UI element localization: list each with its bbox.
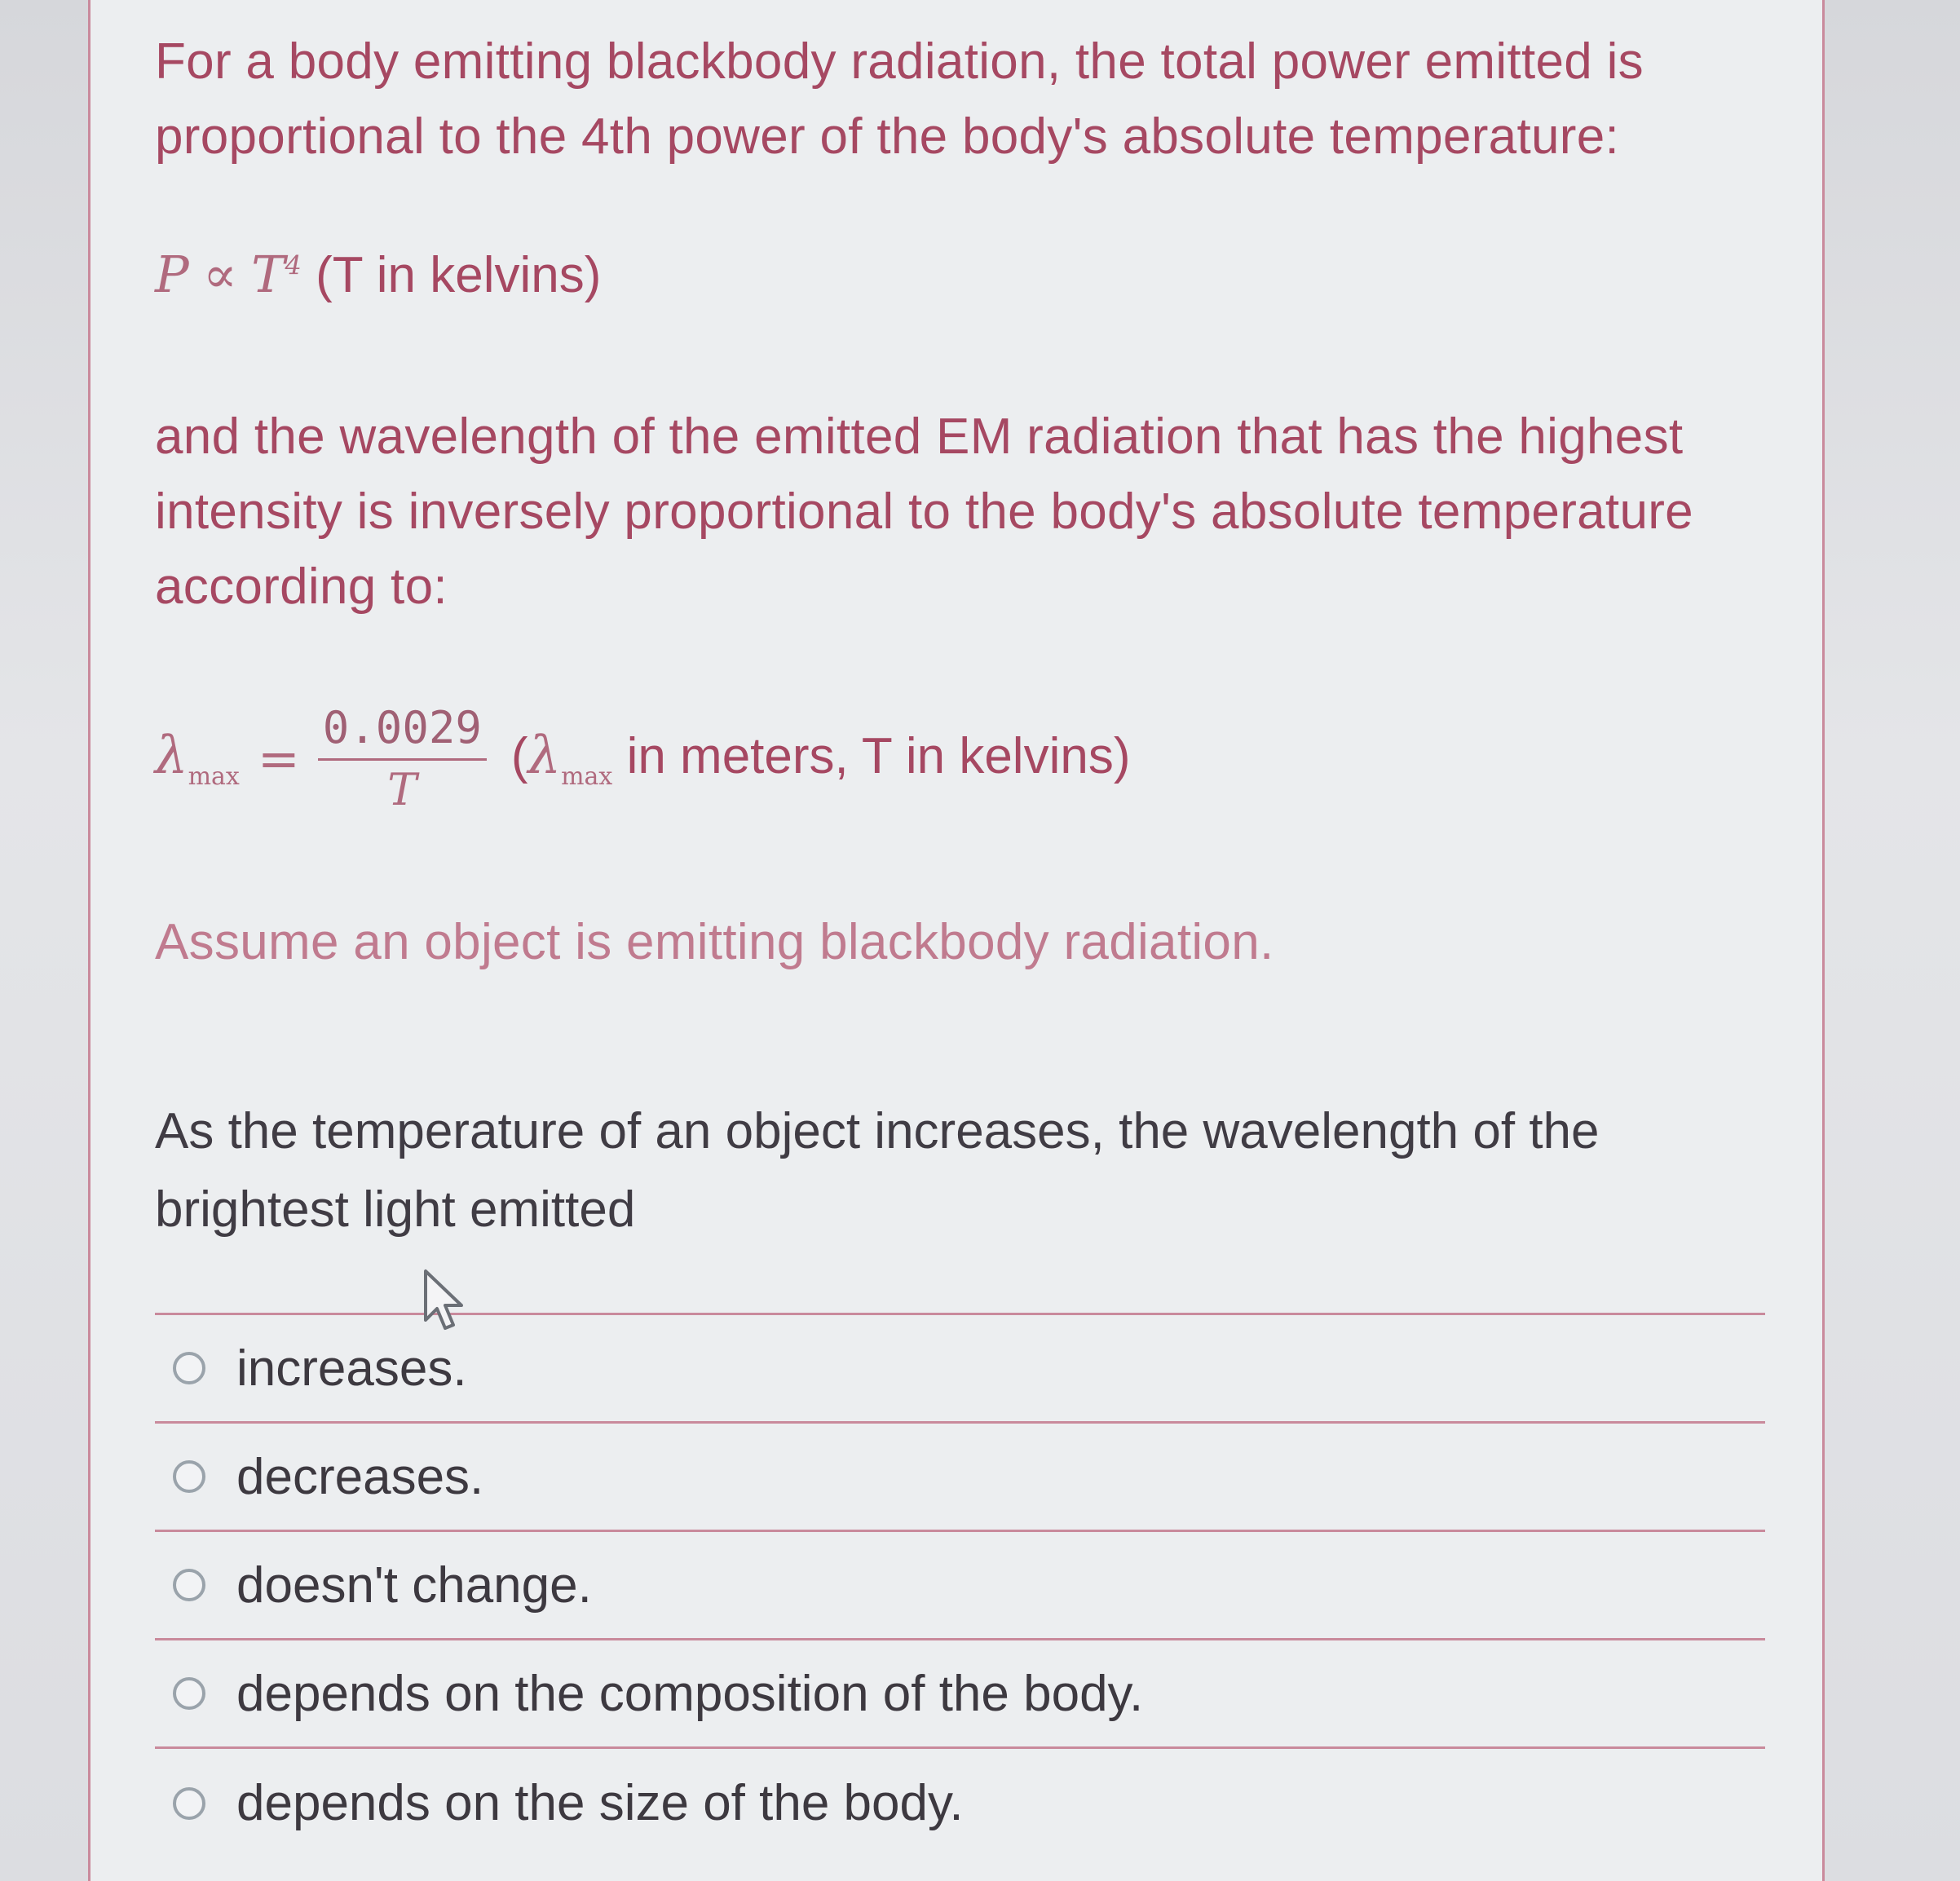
radio-button[interactable] (173, 1787, 205, 1820)
option-label: depends on the size of the body. (236, 1775, 964, 1831)
option-doesnt-change[interactable] (155, 1532, 1765, 1640)
power-formula (155, 245, 601, 304)
option-label: decreases. (236, 1448, 484, 1505)
formula2-note: ($\lambda_{max}$ in meters, T in kelvins) (510, 726, 1131, 791)
option-composition[interactable] (155, 1640, 1765, 1749)
radio-button[interactable] (173, 1352, 205, 1384)
formula1-note: (T in kelvins) (316, 247, 602, 303)
option-decreases[interactable] (155, 1424, 1765, 1532)
intro2-text: and the wavelength of the emitted EM radiation that has the highest intensity is inversely proportional to the body's absolute temperature according to: (155, 408, 1693, 615)
fraction (318, 702, 487, 815)
radio-button[interactable] (173, 1460, 205, 1493)
fraction-denominator: T (387, 763, 417, 815)
fraction-numerator: 0.0029 (318, 702, 487, 761)
option-label: doesn't change. (236, 1556, 592, 1614)
radio-button[interactable] (173, 1677, 205, 1710)
option-label: increases. (236, 1340, 467, 1397)
option-increases[interactable] (155, 1315, 1765, 1424)
wien-formula (155, 693, 1130, 823)
equals-sign: = (257, 728, 300, 788)
intro-text: For a body emitting blackbody radiation, the total power emitted is proportional to the 4th power of the body's absolute temperature: (155, 33, 1644, 165)
question-text: As the temperature of an object increases, the wavelength of the brightest light emitted (155, 1103, 1600, 1238)
proportional-symbol: ∝ (202, 245, 237, 304)
temperature-symbol: T (251, 245, 285, 304)
answer-options (155, 1313, 1765, 1857)
lambda-max-symbol: $\lambda_{max}$ (155, 726, 240, 791)
radio-button[interactable] (173, 1569, 205, 1601)
option-size[interactable] (155, 1749, 1765, 1857)
option-label: depends on the composition of the body. (236, 1665, 1144, 1722)
exponent: 4 (285, 249, 302, 281)
power-symbol: P (155, 245, 189, 304)
assumption-text: Assume an object is emitting blackbody radiation. (155, 914, 1274, 970)
mouse-cursor-icon (422, 1268, 471, 1333)
